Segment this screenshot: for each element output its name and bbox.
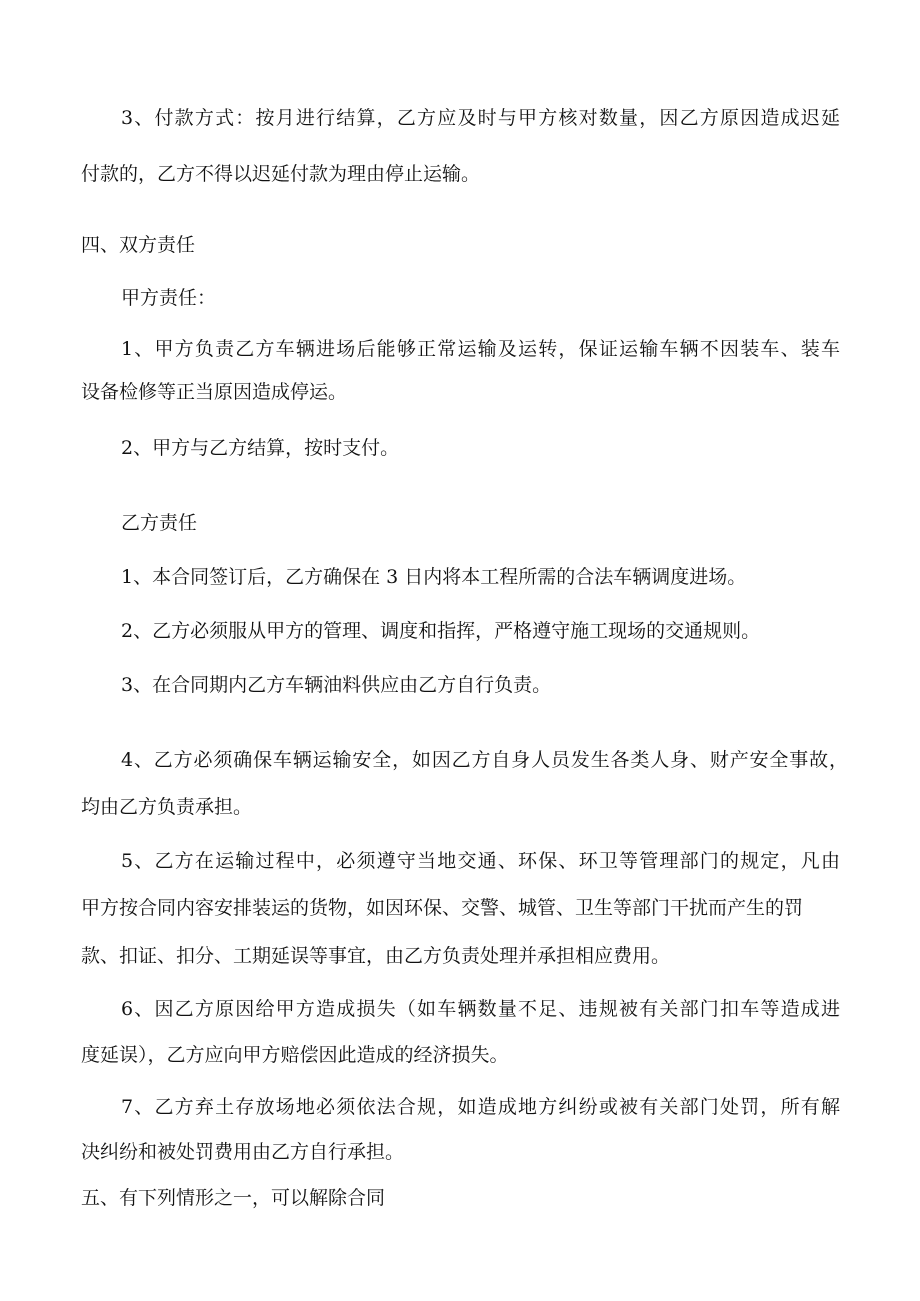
payment-clause-line-2: 付款的，乙方不得以迟延付款为理由停止运输。 [81,163,481,185]
party-b-item-4-line-2: 均由乙方负责承担。 [81,796,253,818]
party-b-item-2: 2、乙方必须服从甲方的管理、调度和指挥，严格遵守施工现场的交通规则。 [121,620,761,642]
section-heading-responsibilities: 四、双方责任 [81,234,196,256]
section-heading-termination: 五、有下列情形之一，可以解除合同 [81,1187,386,1209]
party-a-item-2: 2、甲方与乙方结算，按时支付。 [121,437,400,459]
payment-clause-line-1: 3、付款方式：按月进行结算，乙方应及时与甲方核对数量，因乙方原因造成迟延 [121,107,840,129]
party-b-item-1: 1、本合同签订后，乙方确保在 3 日内将本工程所需的合法车辆调度进场。 [121,566,747,588]
party-a-item-1-line-1: 1、甲方负责乙方车辆进场后能够正常运输及运转，保证运输车辆不因装车、装车 [121,338,840,360]
party-b-item-7-line-1: 7、乙方弃土存放场地必须依法合规，如造成地方纠纷或被有关部门处罚，所有解 [121,1096,840,1118]
party-b-item-6-line-1: 6、因乙方原因给甲方造成损失（如车辆数量不足、违规被有关部门扣车等造成进 [121,998,840,1020]
party-b-heading: 乙方责任 [121,512,198,534]
party-b-item-6-line-2: 度延误），乙方应向甲方赔偿因此造成的经济损失。 [81,1044,509,1066]
party-b-item-5-line-1: 5、乙方在运输过程中，必须遵守当地交通、环保、环卫等管理部门的规定，凡由 [121,850,840,872]
party-b-item-3: 3、在合同期内乙方车辆油料供应由乙方自行负责。 [121,674,552,696]
party-b-item-5-line-3: 款、扣证、扣分、工期延误等事宜，由乙方负责处理并承担相应费用。 [81,945,671,967]
party-b-item-5-line-2: 甲方按合同内容安排装运的货物，如因环保、交警、城管、卫生等部门干扰而产生的罚 [81,897,804,919]
party-b-item-7-line-2: 决纠纷和被处罚费用由乙方自行承担。 [81,1141,405,1163]
party-b-item-4-line-1: 4、乙方必须确保车辆运输安全，如因乙方自身人员发生各类人身、财产安全事故， [121,749,848,771]
party-a-heading: 甲方责任： [121,287,217,309]
party-a-item-1-line-2: 设备检修等正当原因造成停运。 [81,381,348,403]
